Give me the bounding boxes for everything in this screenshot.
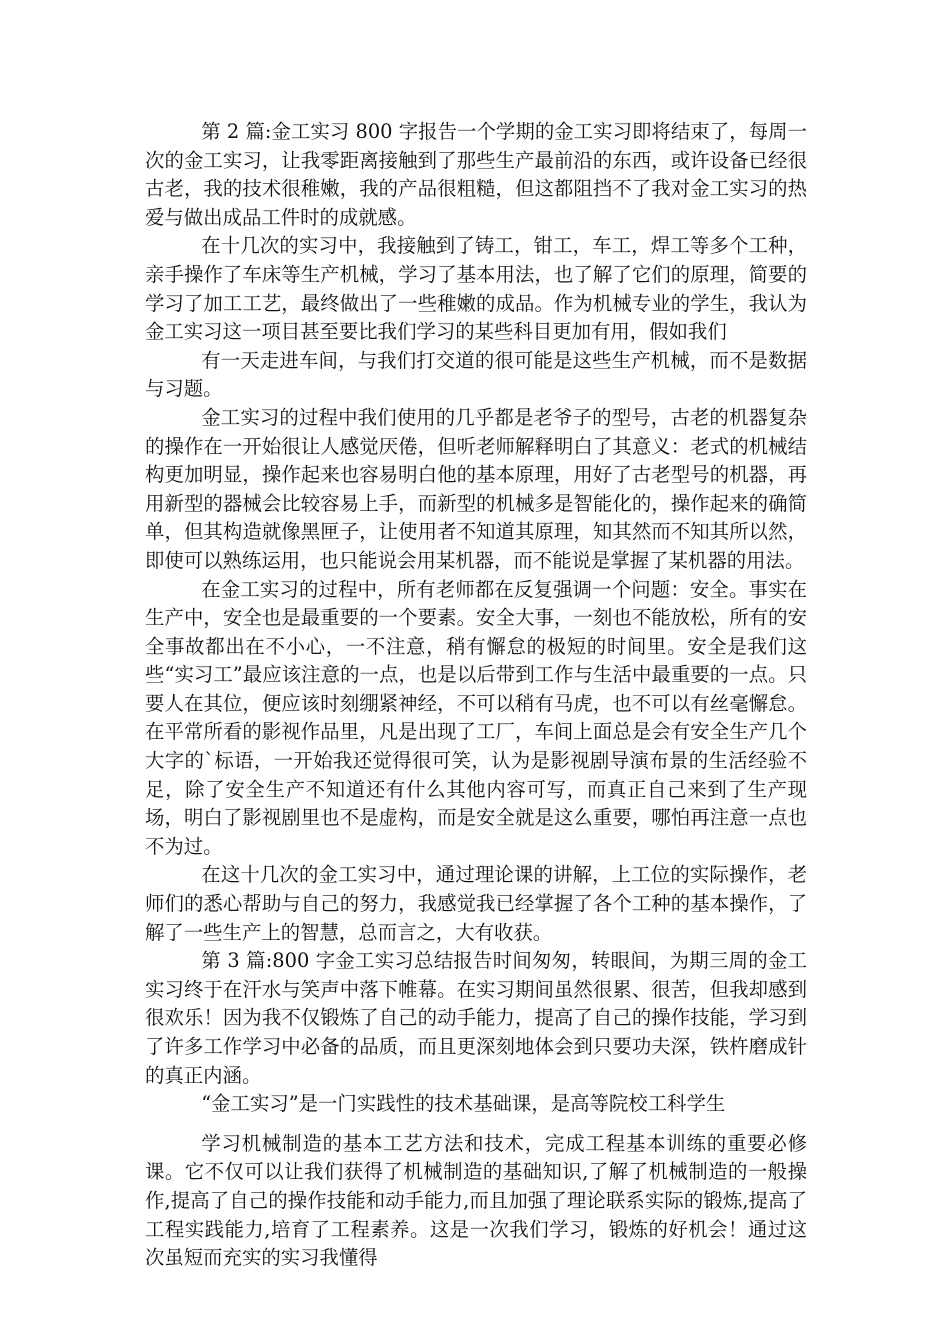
paragraph: 有一天走进车间，与我们打交道的很可能是这些生产机械，而不是数据与习题。 (145, 348, 807, 401)
paragraph: 学习机械制造的基本工艺方法和技术，完成工程基本训练的重要必修课。它不仅可以让我们获得了机械制造的基础知识,了解了机械制造的一般操作,提高了自己的操作技能和动手能力,而且加强了理论联系实际的锻炼,提高了工程实践能力,培育了工程素养。这是一次我们学习，锻炼的好机会！通过这次虽短而充实的实习我懂得 (145, 1131, 807, 1270)
paragraph: 第 2 篇:金工实习 800 字报告一个学期的金工实习即将结束了，每周一次的金工实习，让我零距离接触到了那些生产最前沿的东西，或许设备已经很古老，我的技术很稚嫩，我的产品很粗糙，但这都阻挡不了我对金工实习的热爱与做出成品工件时的成就感。 (145, 120, 807, 229)
paragraph: 在金工实习的过程中，所有老师都在反复强调一个问题：安全。事实在生产中，安全也是最重要的一个要素。安全大事，一刻也不能放松，所有的安全事故都出在不小心，一不注意，稍有懈怠的极短的时间里。安全是我们这些“实习工”最应该注意的一点，也是以后带到工作与生活中最重要的一点。只要人在其位，便应该时刻绷紧神经，不可以稍有马虎，也不可以有丝毫懈怠。在平常所看的影视作品里，凡是出现了工厂，车间上面总是会有安全生产几个大字的`标语，一开始我还觉得很可笑，认为是影视剧导演布景的生活经验不足，除了安全生产不知道还有什么其他内容可写，而真正自己来到了生产现场，明白了影视剧里也不是虚构，而是安全就是这么重要，哪怕再注意一点也不为过。 (145, 577, 807, 858)
document-body (145, 118, 807, 1273)
paragraph: 金工实习的过程中我们使用的几乎都是老爷子的型号，古老的机器复杂的操作在一开始很让人感觉厌倦，但听老师解释明白了其意义：老式的机械结构更加明显，操作起来也容易明白他的基本原理，用好了古老型号的机器，再用新型的器械会比较容易上手，而新型的机械多是智能化的，操作起来的确简单，但其构造就像黑匣子，让使用者不知道其原理，知其然而不知其所以然，即使可以熟练运用，也只能说会用某机器，而不能说是掌握了某机器的用法。 (145, 405, 807, 572)
paragraph: 第 3 篇:800 字金工实习总结报告时间匆匆，转眼间，为期三周的金工实习终于在汗水与笑声中落下帷幕。在实习期间虽然很累、很苦，但我却感到很欢乐！因为我不仅锻炼了自己的动手能力，提高了自己的操作技能，学习到了许多工作学习中必备的品质，而且更深刻地体会到只要功夫深，铁杵磨成针的真正内涵。 (145, 949, 807, 1087)
paragraph: 在这十几次的金工实习中，通过理论课的讲解，上工位的实际操作，老师们的悉心帮助与自己的努力，我感觉我已经掌握了各个工种的基本操作，了解了一些生产上的智慧，总而言之，大有收获。 (145, 863, 807, 944)
paragraph: “金工实习”是一门实践性的技术基础课，是高等院校工科学生 (201, 1092, 726, 1116)
paragraph: 在十几次的实习中，我接触到了铸工，钳工，车工，焊工等多个工种，亲手操作了车床等生产机械，学习了基本用法，也了解了它们的原理，简要的学习了加工工艺，最终做出了一些稚嫩的成品。作为机械专业的学生，我认为金工实习这一项目甚至要比我们学习的某些科目更加有用，假如我们 (145, 234, 807, 344)
